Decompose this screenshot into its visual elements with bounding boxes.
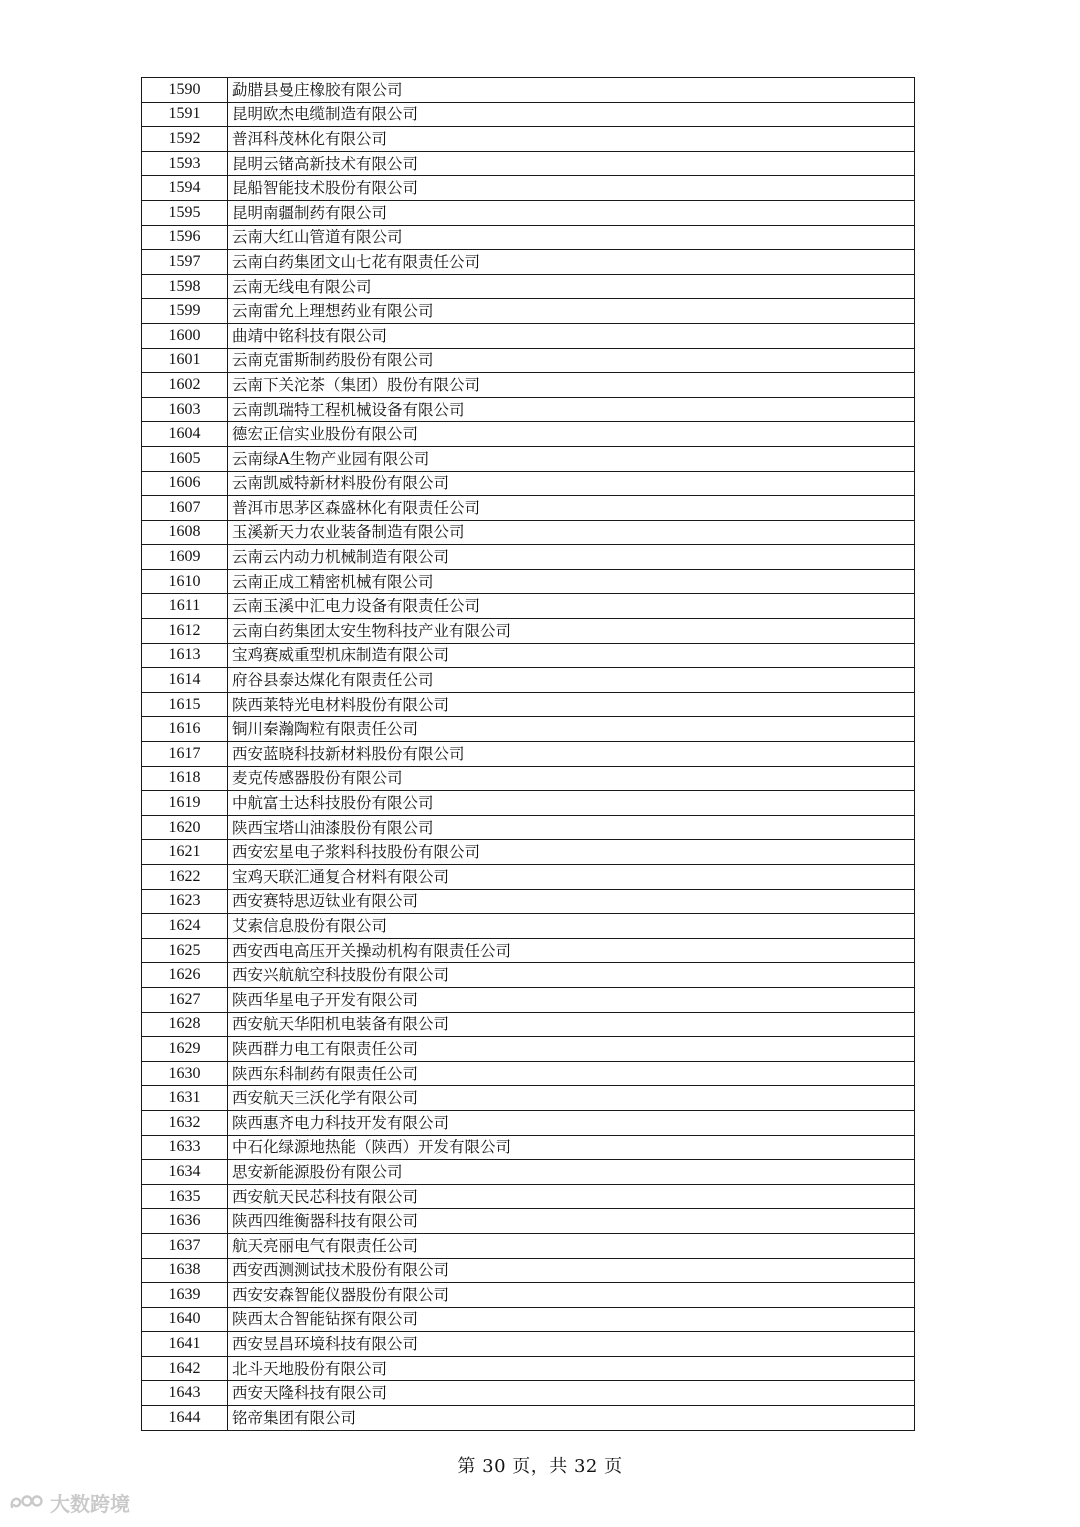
company-name-cell: 陕西惠齐电力科技开发有限公司	[228, 1110, 915, 1135]
table-row	[142, 865, 915, 890]
company-name-cell: 德宏正信实业股份有限公司	[228, 422, 915, 447]
row-number-cell: 1621	[142, 840, 228, 865]
table-row	[142, 1012, 915, 1037]
company-name-cell: 云南正成工精密机械有限公司	[228, 569, 915, 594]
row-number-cell: 1626	[142, 963, 228, 988]
table-row	[142, 1356, 915, 1381]
company-name-cell: 西安宏星电子浆料科技股份有限公司	[228, 840, 915, 865]
row-number-cell: 1598	[142, 274, 228, 299]
table-row	[142, 619, 915, 644]
row-number-cell: 1617	[142, 742, 228, 767]
company-name-cell: 西安航天民芯科技有限公司	[228, 1184, 915, 1209]
table-row	[142, 840, 915, 865]
row-number-cell: 1627	[142, 987, 228, 1012]
row-number-cell: 1605	[142, 446, 228, 471]
table-row	[142, 520, 915, 545]
table-row	[142, 1184, 915, 1209]
row-number-cell: 1615	[142, 692, 228, 717]
row-number-cell: 1613	[142, 643, 228, 668]
table-row	[142, 323, 915, 348]
table-row	[142, 446, 915, 471]
company-name-cell: 玉溪新天力农业装备制造有限公司	[228, 520, 915, 545]
company-name-cell: 艾索信息股份有限公司	[228, 914, 915, 939]
row-number-cell: 1597	[142, 250, 228, 275]
brand-logo-icon	[8, 1492, 44, 1514]
company-name-cell: 北斗天地股份有限公司	[228, 1356, 915, 1381]
row-number-cell: 1635	[142, 1184, 228, 1209]
company-name-cell: 航天亮丽电气有限责任公司	[228, 1233, 915, 1258]
table-row	[142, 151, 915, 176]
company-name-cell: 西安兴航航空科技股份有限公司	[228, 963, 915, 988]
row-number-cell: 1610	[142, 569, 228, 594]
company-name-cell: 昆明欧杰电缆制造有限公司	[228, 102, 915, 127]
row-number-cell: 1618	[142, 766, 228, 791]
row-number-cell: 1611	[142, 594, 228, 619]
company-name-cell: 陕西宝塔山油漆股份有限公司	[228, 815, 915, 840]
company-name-cell: 宝鸡赛威重型机床制造有限公司	[228, 643, 915, 668]
row-number-cell: 1623	[142, 889, 228, 914]
row-number-cell: 1632	[142, 1110, 228, 1135]
company-name-cell: 普洱市思茅区森盛林化有限责任公司	[228, 496, 915, 521]
company-name-cell: 西安天隆科技有限公司	[228, 1381, 915, 1406]
company-name-cell: 府谷县泰达煤化有限责任公司	[228, 668, 915, 693]
company-name-cell: 云南大红山管道有限公司	[228, 225, 915, 250]
table-row	[142, 176, 915, 201]
table-row	[142, 274, 915, 299]
company-name-cell: 昆明南疆制药有限公司	[228, 200, 915, 225]
row-number-cell: 1612	[142, 619, 228, 644]
company-name-cell: 宝鸡天联汇通复合材料有限公司	[228, 865, 915, 890]
row-number-cell: 1639	[142, 1283, 228, 1308]
table-row	[142, 668, 915, 693]
row-number-cell: 1614	[142, 668, 228, 693]
table-row	[142, 1233, 915, 1258]
table-row	[142, 200, 915, 225]
company-name-cell: 云南玉溪中汇电力设备有限责任公司	[228, 594, 915, 619]
row-number-cell: 1644	[142, 1406, 228, 1431]
company-name-cell: 西安赛特思迈钛业有限公司	[228, 889, 915, 914]
company-name-cell: 麦克传感器股份有限公司	[228, 766, 915, 791]
row-number-cell: 1625	[142, 938, 228, 963]
table-row	[142, 1283, 915, 1308]
company-name-cell: 普洱科茂林化有限公司	[228, 127, 915, 152]
company-name-cell: 思安新能源股份有限公司	[228, 1160, 915, 1185]
row-number-cell: 1640	[142, 1307, 228, 1332]
table-row	[142, 1332, 915, 1357]
row-number-cell: 1591	[142, 102, 228, 127]
table-row	[142, 422, 915, 447]
row-number-cell: 1620	[142, 815, 228, 840]
row-number-cell: 1636	[142, 1209, 228, 1234]
table-row	[142, 1381, 915, 1406]
table-row	[142, 545, 915, 570]
row-number-cell: 1638	[142, 1258, 228, 1283]
table-row	[142, 397, 915, 422]
company-name-cell: 云南白药集团太安生物科技产业有限公司	[228, 619, 915, 644]
table-row	[142, 643, 915, 668]
company-name-cell: 西安航天华阳机电装备有限公司	[228, 1012, 915, 1037]
row-number-cell: 1637	[142, 1233, 228, 1258]
row-number-cell: 1601	[142, 348, 228, 373]
table-row	[142, 78, 915, 103]
row-number-cell: 1596	[142, 225, 228, 250]
row-number-cell: 1628	[142, 1012, 228, 1037]
table-row	[142, 1160, 915, 1185]
row-number-cell: 1595	[142, 200, 228, 225]
row-number-cell: 1603	[142, 397, 228, 422]
watermark-text: 大数跨境	[50, 1492, 130, 1516]
table-row	[142, 1258, 915, 1283]
row-number-cell: 1609	[142, 545, 228, 570]
company-name-cell: 陕西莱特光电材料股份有限公司	[228, 692, 915, 717]
table-row	[142, 766, 915, 791]
table-row	[142, 569, 915, 594]
table-row	[142, 1037, 915, 1062]
table-row	[142, 1135, 915, 1160]
row-number-cell: 1600	[142, 323, 228, 348]
company-name-cell: 云南绿A生物产业园有限公司	[228, 446, 915, 471]
table-row	[142, 1061, 915, 1086]
row-number-cell: 1641	[142, 1332, 228, 1357]
table-row	[142, 250, 915, 275]
company-name-cell: 云南下关沱茶（集团）股份有限公司	[228, 373, 915, 398]
table-row	[142, 963, 915, 988]
row-number-cell: 1606	[142, 471, 228, 496]
company-name-cell: 西安安森智能仪器股份有限公司	[228, 1283, 915, 1308]
row-number-cell: 1642	[142, 1356, 228, 1381]
company-name-cell: 铜川秦瀚陶粒有限责任公司	[228, 717, 915, 742]
company-name-cell: 陕西华星电子开发有限公司	[228, 987, 915, 1012]
company-name-cell: 中航富士达科技股份有限公司	[228, 791, 915, 816]
table-row	[142, 1406, 915, 1431]
table-row	[142, 889, 915, 914]
company-name-cell: 中石化绿源地热能（陕西）开发有限公司	[228, 1135, 915, 1160]
company-name-cell: 云南无线电有限公司	[228, 274, 915, 299]
row-number-cell: 1592	[142, 127, 228, 152]
table-row	[142, 1110, 915, 1135]
row-number-cell: 1594	[142, 176, 228, 201]
table-row	[142, 348, 915, 373]
row-number-cell: 1604	[142, 422, 228, 447]
company-name-cell: 陕西群力电工有限责任公司	[228, 1037, 915, 1062]
table-row	[142, 225, 915, 250]
company-name-cell: 云南克雷斯制药股份有限公司	[228, 348, 915, 373]
row-number-cell: 1631	[142, 1086, 228, 1111]
row-number-cell: 1602	[142, 373, 228, 398]
company-name-cell: 云南雷允上理想药业有限公司	[228, 299, 915, 324]
table-row	[142, 987, 915, 1012]
table-row	[142, 496, 915, 521]
table-row	[142, 1086, 915, 1111]
company-name-cell: 勐腊县曼庄橡胶有限公司	[228, 78, 915, 103]
company-name-cell: 西安西测测试技术股份有限公司	[228, 1258, 915, 1283]
table-row	[142, 1209, 915, 1234]
table-row	[142, 791, 915, 816]
company-name-cell: 昆明云锗高新技术有限公司	[228, 151, 915, 176]
table-row	[142, 938, 915, 963]
watermark	[8, 1488, 130, 1517]
row-number-cell: 1607	[142, 496, 228, 521]
table-row	[142, 742, 915, 767]
row-number-cell: 1633	[142, 1135, 228, 1160]
row-number-cell: 1590	[142, 78, 228, 103]
table-row	[142, 471, 915, 496]
row-number-cell: 1629	[142, 1037, 228, 1062]
company-name-cell: 陕西太合智能钻探有限公司	[228, 1307, 915, 1332]
row-number-cell: 1599	[142, 299, 228, 324]
company-name-cell: 云南白药集团文山七花有限责任公司	[228, 250, 915, 275]
table-row	[142, 102, 915, 127]
company-name-cell: 陕西四维衡器科技有限公司	[228, 1209, 915, 1234]
table-row	[142, 815, 915, 840]
row-number-cell: 1608	[142, 520, 228, 545]
company-name-cell: 西安西电高压开关操动机构有限责任公司	[228, 938, 915, 963]
company-name-cell: 昆船智能技术股份有限公司	[228, 176, 915, 201]
company-name-cell: 云南凯威特新材料股份有限公司	[228, 471, 915, 496]
row-number-cell: 1634	[142, 1160, 228, 1185]
company-name-cell: 西安蓝晓科技新材料股份有限公司	[228, 742, 915, 767]
company-name-cell: 西安昱昌环境科技有限公司	[228, 1332, 915, 1357]
row-number-cell: 1619	[142, 791, 228, 816]
company-name-cell: 云南凯瑞特工程机械设备有限公司	[228, 397, 915, 422]
table-row	[142, 373, 915, 398]
page-footer: 第 30 页，共 32 页	[457, 1456, 623, 1477]
table-row	[142, 914, 915, 939]
company-name-cell: 西安航天三沃化学有限公司	[228, 1086, 915, 1111]
row-number-cell: 1643	[142, 1381, 228, 1406]
company-name-cell: 陕西东科制药有限责任公司	[228, 1061, 915, 1086]
table-row	[142, 594, 915, 619]
table-row	[142, 299, 915, 324]
row-number-cell: 1622	[142, 865, 228, 890]
row-number-cell: 1624	[142, 914, 228, 939]
company-table	[141, 77, 915, 1431]
row-number-cell: 1593	[142, 151, 228, 176]
row-number-cell: 1616	[142, 717, 228, 742]
table-row	[142, 692, 915, 717]
table-row	[142, 1307, 915, 1332]
table-row	[142, 127, 915, 152]
company-name-cell: 云南云内动力机械制造有限公司	[228, 545, 915, 570]
table-row	[142, 717, 915, 742]
company-table-body	[142, 78, 915, 1431]
row-number-cell: 1630	[142, 1061, 228, 1086]
company-name-cell: 铭帝集团有限公司	[228, 1406, 915, 1431]
company-name-cell: 曲靖中铭科技有限公司	[228, 323, 915, 348]
